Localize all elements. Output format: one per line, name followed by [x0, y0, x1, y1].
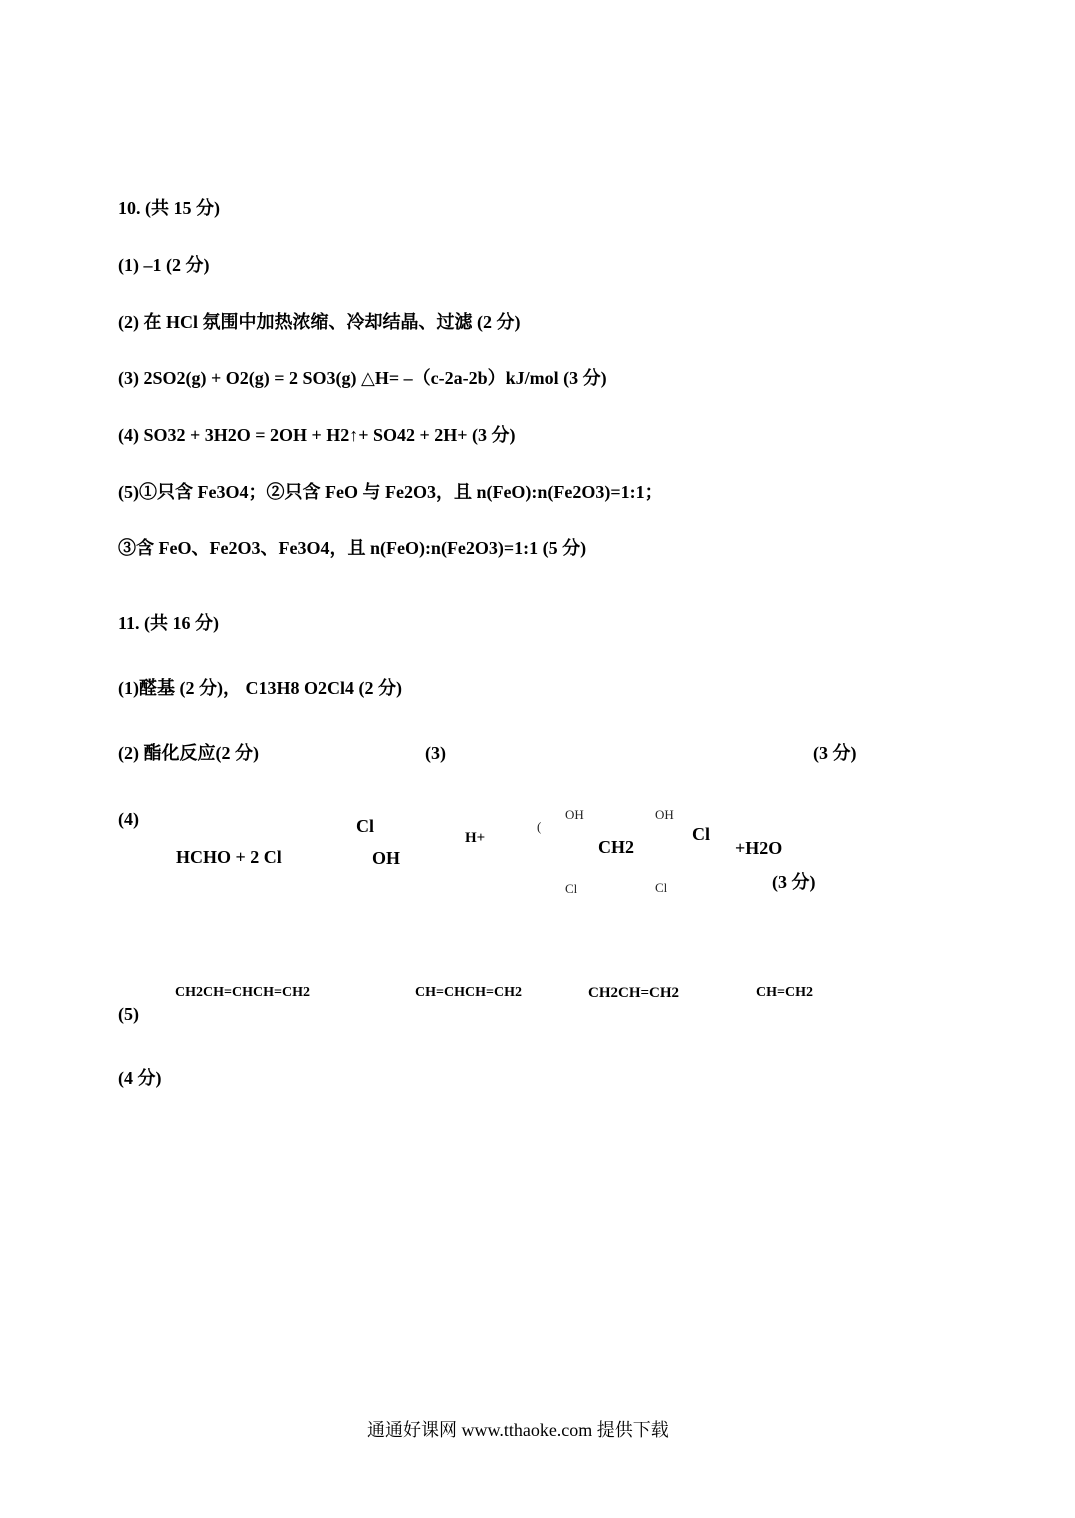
product-ch2: CH2 [598, 837, 634, 857]
q11-part5-label: (5) [118, 1004, 139, 1024]
q10-part4: (4) SO32 + 3H2O = 2OH + H2↑+ SO42 + 2H+ (3 分) [118, 425, 516, 445]
reactant-oh: OH [372, 848, 401, 868]
structure-2: CH=CHCH=CH2 [415, 985, 522, 1000]
structure-4: CH=CH2 [756, 985, 813, 1000]
product-oh-right: OH [655, 807, 674, 822]
product-cl-bottom-left: Cl [565, 881, 578, 896]
product-cl-right: Cl [692, 824, 710, 844]
page-footer: 通通好课网 www.tthaoke.com 提供下载 [367, 1420, 669, 1440]
q10-part3: (3) 2SO2(g) + O2(g) = 2 SO3(g) △H= –（c-2a-2b）kJ/mol (3 分) [118, 368, 607, 388]
q10-part5-line2: ③含 FeO、Fe2O3、Fe3O4，且 n(FeO):n(Fe2O3)=1:1 (5 分) [118, 538, 587, 558]
q11-part3-label: (3) [425, 743, 446, 763]
structure-1: CH2CH=CHCH=CH2 [175, 985, 310, 1000]
q10-part1: (1) –1 (2 分) [118, 255, 210, 275]
q10-part2: (2) 在 HCl 氛围中加热浓缩、冷却结晶、过滤 (2 分) [118, 312, 521, 332]
q11-part5-score: (4 分) [118, 1068, 162, 1088]
q10-heading: 10. (共 15 分) [118, 198, 220, 218]
q11-part2: (2) 酯化反应(2 分) [118, 743, 259, 763]
product-cl-bottom-right: Cl [655, 880, 668, 895]
catalyst-label: H+ [465, 830, 486, 846]
reactant-text: HCHO + 2 Cl [176, 847, 282, 867]
product-oh-left: OH [565, 807, 584, 822]
product-bracket: ( [537, 819, 542, 834]
q11-part4-score: (3 分) [772, 872, 816, 892]
q11-part3-score: (3 分) [813, 743, 857, 763]
q10-part5-line1: (5)①只含 Fe3O4；②只含 FeO 与 Fe2O3，且 n(FeO):n(Fe2O3)=1:1； [118, 482, 663, 502]
q11-heading: 11. (共 16 分) [118, 613, 219, 633]
reactant-cl: Cl [356, 816, 374, 836]
product-water: +H2O [735, 838, 783, 858]
structure-3: CH2CH=CH2 [588, 985, 680, 1001]
q11-part4-label: (4) [118, 809, 139, 829]
q11-part1: (1)醛基 (2 分)， C13H8 O2Cl4 (2 分) [118, 678, 402, 698]
